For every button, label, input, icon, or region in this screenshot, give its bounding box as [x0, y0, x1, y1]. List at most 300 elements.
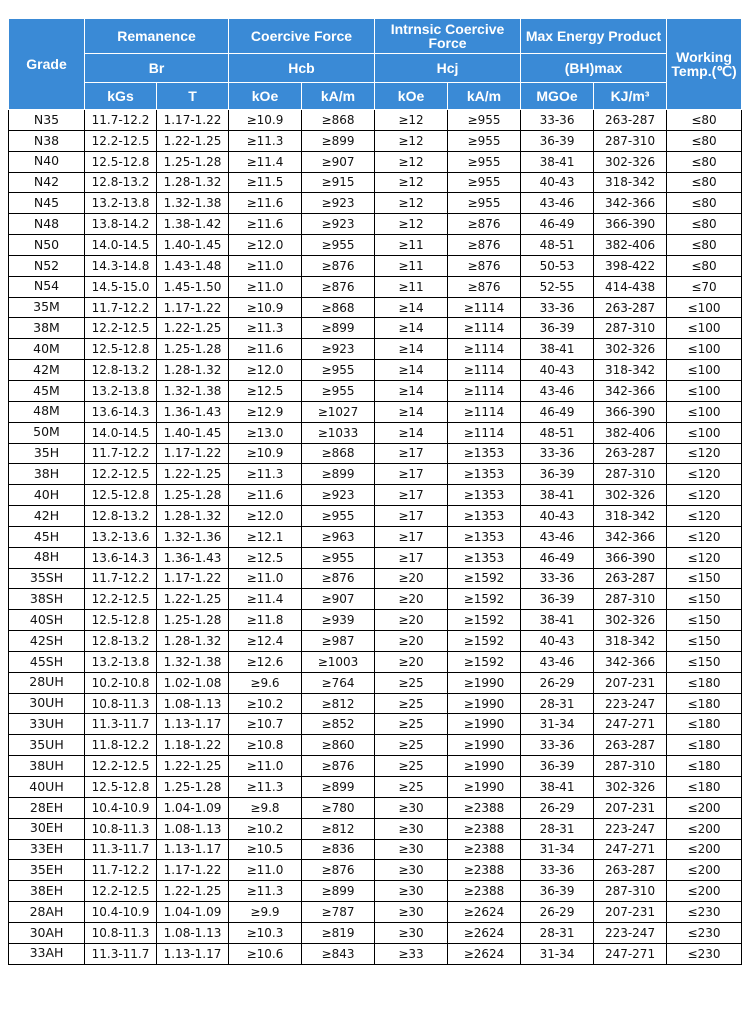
hcb-kam-cell: ≥955	[302, 506, 375, 527]
bhmax-kjm3-cell: 287-310	[594, 464, 667, 485]
hcj-kam-cell: ≥876	[448, 255, 521, 276]
br-t-cell: 1.25-1.28	[157, 151, 229, 172]
hcj-koe-cell: ≥30	[375, 860, 448, 881]
table-row	[9, 443, 742, 464]
bhmax-kjm3-cell: 223-247	[594, 818, 667, 839]
hcj-kam-cell: ≥876	[448, 235, 521, 256]
table-row	[9, 297, 742, 318]
working-temp-cell: ≤180	[667, 693, 742, 714]
bhmax-mgoe-cell: 31-34	[521, 714, 594, 735]
hcb-kam-cell: ≥923	[302, 339, 375, 360]
hcb-kam-cell: ≥1027	[302, 401, 375, 422]
hcb-koe-cell: ≥12.9	[229, 401, 302, 422]
hcb-kam-cell: ≥876	[302, 860, 375, 881]
table-row	[9, 881, 742, 902]
working-temp-cell: ≤150	[667, 631, 742, 652]
bhmax-mgoe-cell: 43-46	[521, 380, 594, 401]
br-kgs-cell: 12.2-12.5	[85, 130, 157, 151]
grade-cell: N42	[9, 172, 85, 193]
working-temp-cell: ≤200	[667, 797, 742, 818]
working-temp-cell: ≤80	[667, 110, 742, 131]
grade-cell: 35EH	[9, 860, 85, 881]
grade-cell: 48H	[9, 547, 85, 568]
br-t-cell: 1.32-1.38	[157, 193, 229, 214]
br-t-cell: 1.08-1.13	[157, 922, 229, 943]
hcj-kam-cell: ≥1990	[448, 777, 521, 798]
hcj-kam-cell: ≥1592	[448, 568, 521, 589]
br-kgs-cell: 11.7-12.2	[85, 297, 157, 318]
br-t-cell: 1.08-1.13	[157, 693, 229, 714]
hcb-koe-cell: ≥10.6	[229, 943, 302, 964]
br-kgs-cell: 14.5-15.0	[85, 276, 157, 297]
br-t-cell: 1.25-1.28	[157, 339, 229, 360]
working-temp-cell: ≤80	[667, 255, 742, 276]
bhmax-kjm3-cell: 247-271	[594, 839, 667, 860]
hcj-kam-cell: ≥876	[448, 214, 521, 235]
bhmax-mgoe-cell: 48-51	[521, 235, 594, 256]
br-t-cell: 1.17-1.22	[157, 860, 229, 881]
br-t-cell: 1.28-1.32	[157, 172, 229, 193]
working-temp-cell: ≤150	[667, 568, 742, 589]
br-kgs-cell: 12.5-12.8	[85, 151, 157, 172]
br-kgs-cell: 12.8-13.2	[85, 360, 157, 381]
br-kgs-cell: 10.4-10.9	[85, 902, 157, 923]
hcj-kam-cell: ≥876	[448, 276, 521, 297]
table-row	[9, 839, 742, 860]
br-kgs-cell: 12.5-12.8	[85, 777, 157, 798]
hcj-koe-cell: ≥25	[375, 714, 448, 735]
hcj-kam-cell: ≥2624	[448, 922, 521, 943]
hcb-koe-cell: ≥11.3	[229, 881, 302, 902]
hcb-koe-cell: ≥9.6	[229, 672, 302, 693]
br-kgs-cell: 12.5-12.8	[85, 610, 157, 631]
br-t-cell: 1.18-1.22	[157, 735, 229, 756]
hcj-koe-cell: ≥12	[375, 110, 448, 131]
hcj-kam-cell: ≥2388	[448, 839, 521, 860]
table-header	[9, 19, 742, 110]
bhmax-mgoe-cell: 40-43	[521, 631, 594, 652]
br-kgs-cell: 10.8-11.3	[85, 922, 157, 943]
br-t-cell: 1.40-1.45	[157, 235, 229, 256]
hcj-koe-cell: ≥11	[375, 276, 448, 297]
hcb-koe-cell: ≥12.4	[229, 631, 302, 652]
br-kgs-cell: 12.8-13.2	[85, 506, 157, 527]
grade-cell: 40H	[9, 485, 85, 506]
br-t-cell: 1.22-1.25	[157, 756, 229, 777]
hcb-kam-cell: ≥812	[302, 818, 375, 839]
working-temp-cell: ≤180	[667, 756, 742, 777]
bhmax-kjm3-cell: 287-310	[594, 756, 667, 777]
hcj-koe-cell: ≥17	[375, 506, 448, 527]
hcj-koe-cell: ≥25	[375, 672, 448, 693]
hcj-kam-cell: ≥955	[448, 130, 521, 151]
hcj-kam-cell: ≥2624	[448, 902, 521, 923]
br-kgs-cell: 13.6-14.3	[85, 401, 157, 422]
hcj-koe-cell: ≥12	[375, 214, 448, 235]
table-body	[9, 110, 742, 965]
br-t-cell: 1.32-1.38	[157, 651, 229, 672]
hcb-kam-cell: ≥955	[302, 547, 375, 568]
hcb-koe-cell: ≥11.0	[229, 568, 302, 589]
hcj-koe-cell: ≥30	[375, 818, 448, 839]
grade-cell: 35H	[9, 443, 85, 464]
bhmax-kjm3-cell: 366-390	[594, 401, 667, 422]
grade-cell: 38SH	[9, 589, 85, 610]
br-kgs-cell: 13.2-13.8	[85, 651, 157, 672]
hcb-kam-cell: ≥780	[302, 797, 375, 818]
hcj-kam-cell: ≥2388	[448, 860, 521, 881]
working-temp-cell: ≤80	[667, 214, 742, 235]
bhmax-kjm3-cell: 287-310	[594, 130, 667, 151]
intrinsic-coercive-force-header: Intrnsic Coercive Force	[375, 19, 521, 54]
bhmax-mgoe-cell: 38-41	[521, 777, 594, 798]
hcb-kam-cell: ≥1003	[302, 651, 375, 672]
bhmax-kjm3-cell: 318-342	[594, 360, 667, 381]
grade-cell: 45M	[9, 380, 85, 401]
br-kgs-cell: 12.5-12.8	[85, 339, 157, 360]
bhmax-kjm3-cell: 318-342	[594, 506, 667, 527]
bhmax-mgoe-cell: 33-36	[521, 860, 594, 881]
bhmax-mgoe-cell: 46-49	[521, 214, 594, 235]
unit-header-mgoe: MGOe	[521, 83, 594, 110]
bhmax-symbol-header: (BH)max	[521, 54, 667, 83]
grade-header: Grade	[9, 19, 85, 110]
unit-header-ka-m-hcj: kA/m	[448, 83, 521, 110]
hcj-kam-cell: ≥1990	[448, 672, 521, 693]
table-row	[9, 651, 742, 672]
unit-header-koe: kOe	[229, 83, 302, 110]
bhmax-mgoe-cell: 36-39	[521, 881, 594, 902]
grade-cell: 40SH	[9, 610, 85, 631]
hcj-kam-cell: ≥1592	[448, 589, 521, 610]
hcj-kam-cell: ≥955	[448, 151, 521, 172]
bhmax-kjm3-cell: 398-422	[594, 255, 667, 276]
table-row	[9, 714, 742, 735]
br-kgs-cell: 11.8-12.2	[85, 735, 157, 756]
table-row	[9, 193, 742, 214]
br-t-cell: 1.28-1.32	[157, 631, 229, 652]
br-t-cell: 1.22-1.25	[157, 881, 229, 902]
bhmax-kjm3-cell: 263-287	[594, 110, 667, 131]
bhmax-kjm3-cell: 263-287	[594, 443, 667, 464]
bhmax-mgoe-cell: 40-43	[521, 172, 594, 193]
table-row	[9, 110, 742, 131]
table-row	[9, 693, 742, 714]
grade-cell: 50M	[9, 422, 85, 443]
br-t-cell: 1.36-1.43	[157, 547, 229, 568]
hcb-kam-cell: ≥915	[302, 172, 375, 193]
br-kgs-cell: 13.8-14.2	[85, 214, 157, 235]
hcb-kam-cell: ≥860	[302, 735, 375, 756]
bhmax-mgoe-cell: 43-46	[521, 193, 594, 214]
grade-cell: 38H	[9, 464, 85, 485]
br-kgs-cell: 13.2-13.8	[85, 380, 157, 401]
hcb-koe-cell: ≥11.3	[229, 130, 302, 151]
hcj-kam-cell: ≥1353	[448, 506, 521, 527]
bhmax-kjm3-cell: 302-326	[594, 485, 667, 506]
hcj-kam-cell: ≥1114	[448, 339, 521, 360]
working-temp-cell: ≤80	[667, 130, 742, 151]
hcb-koe-cell: ≥10.3	[229, 922, 302, 943]
bhmax-mgoe-cell: 52-55	[521, 276, 594, 297]
hcb-kam-cell: ≥819	[302, 922, 375, 943]
working-temp-cell: ≤230	[667, 902, 742, 923]
bhmax-mgoe-cell: 36-39	[521, 130, 594, 151]
hcb-koe-cell: ≥11.3	[229, 464, 302, 485]
working-temp-cell: ≤100	[667, 360, 742, 381]
br-t-cell: 1.40-1.45	[157, 422, 229, 443]
br-t-cell: 1.25-1.28	[157, 485, 229, 506]
hcj-koe-cell: ≥25	[375, 693, 448, 714]
br-t-cell: 1.25-1.28	[157, 610, 229, 631]
table-row	[9, 756, 742, 777]
hcb-kam-cell: ≥787	[302, 902, 375, 923]
hcj-koe-cell: ≥12	[375, 193, 448, 214]
bhmax-kjm3-cell: 302-326	[594, 777, 667, 798]
hcb-koe-cell: ≥11.0	[229, 255, 302, 276]
table-row	[9, 943, 742, 964]
br-t-cell: 1.36-1.43	[157, 401, 229, 422]
working-temp-cell: ≤120	[667, 506, 742, 527]
hcb-kam-cell: ≥868	[302, 297, 375, 318]
hcb-koe-cell: ≥10.8	[229, 735, 302, 756]
br-kgs-cell: 12.5-12.8	[85, 485, 157, 506]
grade-cell: N48	[9, 214, 85, 235]
br-t-cell: 1.17-1.22	[157, 568, 229, 589]
bhmax-mgoe-cell: 50-53	[521, 255, 594, 276]
grade-cell: N35	[9, 110, 85, 131]
hcj-kam-cell: ≥2388	[448, 881, 521, 902]
br-kgs-cell: 10.4-10.9	[85, 797, 157, 818]
br-t-cell: 1.02-1.08	[157, 672, 229, 693]
hcj-kam-cell: ≥2388	[448, 818, 521, 839]
hcb-koe-cell: ≥12.0	[229, 235, 302, 256]
hcb-koe-cell: ≥11.5	[229, 172, 302, 193]
grade-cell: 48M	[9, 401, 85, 422]
bhmax-kjm3-cell: 366-390	[594, 547, 667, 568]
grade-cell: 30UH	[9, 693, 85, 714]
bhmax-kjm3-cell: 263-287	[594, 568, 667, 589]
br-kgs-cell: 14.3-14.8	[85, 255, 157, 276]
hcb-koe-cell: ≥11.3	[229, 318, 302, 339]
table-row	[9, 797, 742, 818]
table-row	[9, 860, 742, 881]
working-temp-cell: ≤180	[667, 735, 742, 756]
hcj-kam-cell: ≥1353	[448, 547, 521, 568]
grade-cell: 45SH	[9, 651, 85, 672]
grade-cell: 35SH	[9, 568, 85, 589]
hcj-koe-cell: ≥33	[375, 943, 448, 964]
br-kgs-cell: 12.8-13.2	[85, 172, 157, 193]
hcb-koe-cell: ≥10.2	[229, 693, 302, 714]
unit-header-kj-m3: KJ/m³	[594, 83, 667, 110]
table-row	[9, 151, 742, 172]
table-row	[9, 422, 742, 443]
hcb-kam-cell: ≥899	[302, 881, 375, 902]
br-t-cell: 1.32-1.38	[157, 380, 229, 401]
bhmax-mgoe-cell: 33-36	[521, 297, 594, 318]
grade-cell: 42H	[9, 506, 85, 527]
br-t-cell: 1.22-1.25	[157, 589, 229, 610]
working-temp-cell: ≤230	[667, 922, 742, 943]
br-kgs-cell: 12.2-12.5	[85, 464, 157, 485]
bhmax-mgoe-cell: 43-46	[521, 526, 594, 547]
bhmax-kjm3-cell: 302-326	[594, 151, 667, 172]
hcb-koe-cell: ≥10.9	[229, 110, 302, 131]
hcj-kam-cell: ≥1114	[448, 422, 521, 443]
hcb-koe-cell: ≥10.9	[229, 443, 302, 464]
br-kgs-cell: 11.7-12.2	[85, 110, 157, 131]
working-temp-cell: ≤80	[667, 193, 742, 214]
bhmax-kjm3-cell: 342-366	[594, 526, 667, 547]
br-t-cell: 1.43-1.48	[157, 255, 229, 276]
bhmax-mgoe-cell: 36-39	[521, 318, 594, 339]
br-symbol-header: Br	[85, 54, 229, 83]
hcj-koe-cell: ≥17	[375, 443, 448, 464]
grade-cell: 30EH	[9, 818, 85, 839]
hcj-kam-cell: ≥1114	[448, 360, 521, 381]
bhmax-kjm3-cell: 263-287	[594, 860, 667, 881]
working-temp-cell: ≤180	[667, 714, 742, 735]
hcj-kam-cell: ≥1592	[448, 631, 521, 652]
table-row	[9, 506, 742, 527]
br-t-cell: 1.45-1.50	[157, 276, 229, 297]
hcb-koe-cell: ≥11.6	[229, 485, 302, 506]
hcb-koe-cell: ≥12.5	[229, 380, 302, 401]
br-kgs-cell: 11.7-12.2	[85, 443, 157, 464]
hcj-kam-cell: ≥1353	[448, 443, 521, 464]
hcj-kam-cell: ≥1353	[448, 485, 521, 506]
grade-cell: 42M	[9, 360, 85, 381]
br-kgs-cell: 10.2-10.8	[85, 672, 157, 693]
hcb-kam-cell: ≥907	[302, 589, 375, 610]
hcj-koe-cell: ≥30	[375, 881, 448, 902]
bhmax-kjm3-cell: 302-326	[594, 610, 667, 631]
working-temp-cell: ≤120	[667, 464, 742, 485]
hcj-kam-cell: ≥1990	[448, 693, 521, 714]
table-row	[9, 339, 742, 360]
br-t-cell: 1.22-1.25	[157, 464, 229, 485]
hcb-kam-cell: ≥899	[302, 130, 375, 151]
hcb-kam-cell: ≥868	[302, 443, 375, 464]
bhmax-mgoe-cell: 33-36	[521, 110, 594, 131]
bhmax-kjm3-cell: 247-271	[594, 714, 667, 735]
grade-cell: 38EH	[9, 881, 85, 902]
table-row	[9, 610, 742, 631]
hcb-koe-cell: ≥12.6	[229, 651, 302, 672]
bhmax-mgoe-cell: 26-29	[521, 902, 594, 923]
grade-cell: 33AH	[9, 943, 85, 964]
hcj-koe-cell: ≥14	[375, 360, 448, 381]
table-row	[9, 777, 742, 798]
working-temp-cell: ≤120	[667, 443, 742, 464]
grade-cell: 35UH	[9, 735, 85, 756]
br-kgs-cell: 11.7-12.2	[85, 568, 157, 589]
hcb-koe-cell: ≥12.0	[229, 360, 302, 381]
hcj-koe-cell: ≥17	[375, 464, 448, 485]
table-row	[9, 318, 742, 339]
hcb-koe-cell: ≥9.9	[229, 902, 302, 923]
hcj-koe-cell: ≥12	[375, 130, 448, 151]
hcj-kam-cell: ≥1353	[448, 526, 521, 547]
hcb-koe-cell: ≥11.8	[229, 610, 302, 631]
hcb-kam-cell: ≥899	[302, 777, 375, 798]
bhmax-kjm3-cell: 302-326	[594, 339, 667, 360]
hcb-koe-cell: ≥9.8	[229, 797, 302, 818]
br-t-cell: 1.22-1.25	[157, 130, 229, 151]
br-kgs-cell: 13.6-14.3	[85, 547, 157, 568]
hcj-symbol-header: Hcj	[375, 54, 521, 83]
grade-cell: 42SH	[9, 631, 85, 652]
working-temp-cell: ≤230	[667, 943, 742, 964]
hcj-koe-cell: ≥25	[375, 777, 448, 798]
unit-header-kgs: kGs	[85, 83, 157, 110]
hcj-kam-cell: ≥2624	[448, 943, 521, 964]
hcb-kam-cell: ≥868	[302, 110, 375, 131]
working-temp-cell: ≤150	[667, 589, 742, 610]
hcb-koe-cell: ≥13.0	[229, 422, 302, 443]
table-row	[9, 401, 742, 422]
hcj-kam-cell: ≥1114	[448, 297, 521, 318]
bhmax-mgoe-cell: 43-46	[521, 651, 594, 672]
coercive-force-header: Coercive Force	[229, 19, 375, 54]
grade-cell: 28UH	[9, 672, 85, 693]
working-temp-cell: ≤100	[667, 401, 742, 422]
bhmax-kjm3-cell: 223-247	[594, 922, 667, 943]
grade-cell: 40UH	[9, 777, 85, 798]
hcj-kam-cell: ≥1114	[448, 401, 521, 422]
hcj-koe-cell: ≥17	[375, 526, 448, 547]
hcb-koe-cell: ≥12.0	[229, 506, 302, 527]
hcj-kam-cell: ≥2388	[448, 797, 521, 818]
table-row	[9, 589, 742, 610]
bhmax-mgoe-cell: 36-39	[521, 756, 594, 777]
grade-cell: N54	[9, 276, 85, 297]
br-t-cell: 1.13-1.17	[157, 943, 229, 964]
hcj-kam-cell: ≥1592	[448, 610, 521, 631]
bhmax-mgoe-cell: 31-34	[521, 839, 594, 860]
br-kgs-cell: 12.2-12.5	[85, 589, 157, 610]
table-row	[9, 547, 742, 568]
hcb-kam-cell: ≥876	[302, 756, 375, 777]
hcb-kam-cell: ≥963	[302, 526, 375, 547]
working-temp-cell: ≤120	[667, 547, 742, 568]
br-kgs-cell: 11.3-11.7	[85, 714, 157, 735]
br-t-cell: 1.17-1.22	[157, 443, 229, 464]
grade-cell: N45	[9, 193, 85, 214]
hcb-koe-cell: ≥12.1	[229, 526, 302, 547]
table-row	[9, 672, 742, 693]
hcj-koe-cell: ≥17	[375, 485, 448, 506]
table-row	[9, 902, 742, 923]
grade-cell: 35M	[9, 297, 85, 318]
bhmax-kjm3-cell: 382-406	[594, 422, 667, 443]
bhmax-mgoe-cell: 40-43	[521, 506, 594, 527]
table-row	[9, 464, 742, 485]
bhmax-mgoe-cell: 33-36	[521, 568, 594, 589]
hcj-koe-cell: ≥20	[375, 568, 448, 589]
hcb-kam-cell: ≥923	[302, 485, 375, 506]
hcb-koe-cell: ≥10.7	[229, 714, 302, 735]
hcb-koe-cell: ≥11.3	[229, 777, 302, 798]
bhmax-kjm3-cell: 318-342	[594, 172, 667, 193]
hcb-koe-cell: ≥12.5	[229, 547, 302, 568]
hcb-koe-cell: ≥10.5	[229, 839, 302, 860]
hcb-kam-cell: ≥955	[302, 380, 375, 401]
bhmax-kjm3-cell: 263-287	[594, 735, 667, 756]
br-t-cell: 1.08-1.13	[157, 818, 229, 839]
br-t-cell: 1.32-1.36	[157, 526, 229, 547]
